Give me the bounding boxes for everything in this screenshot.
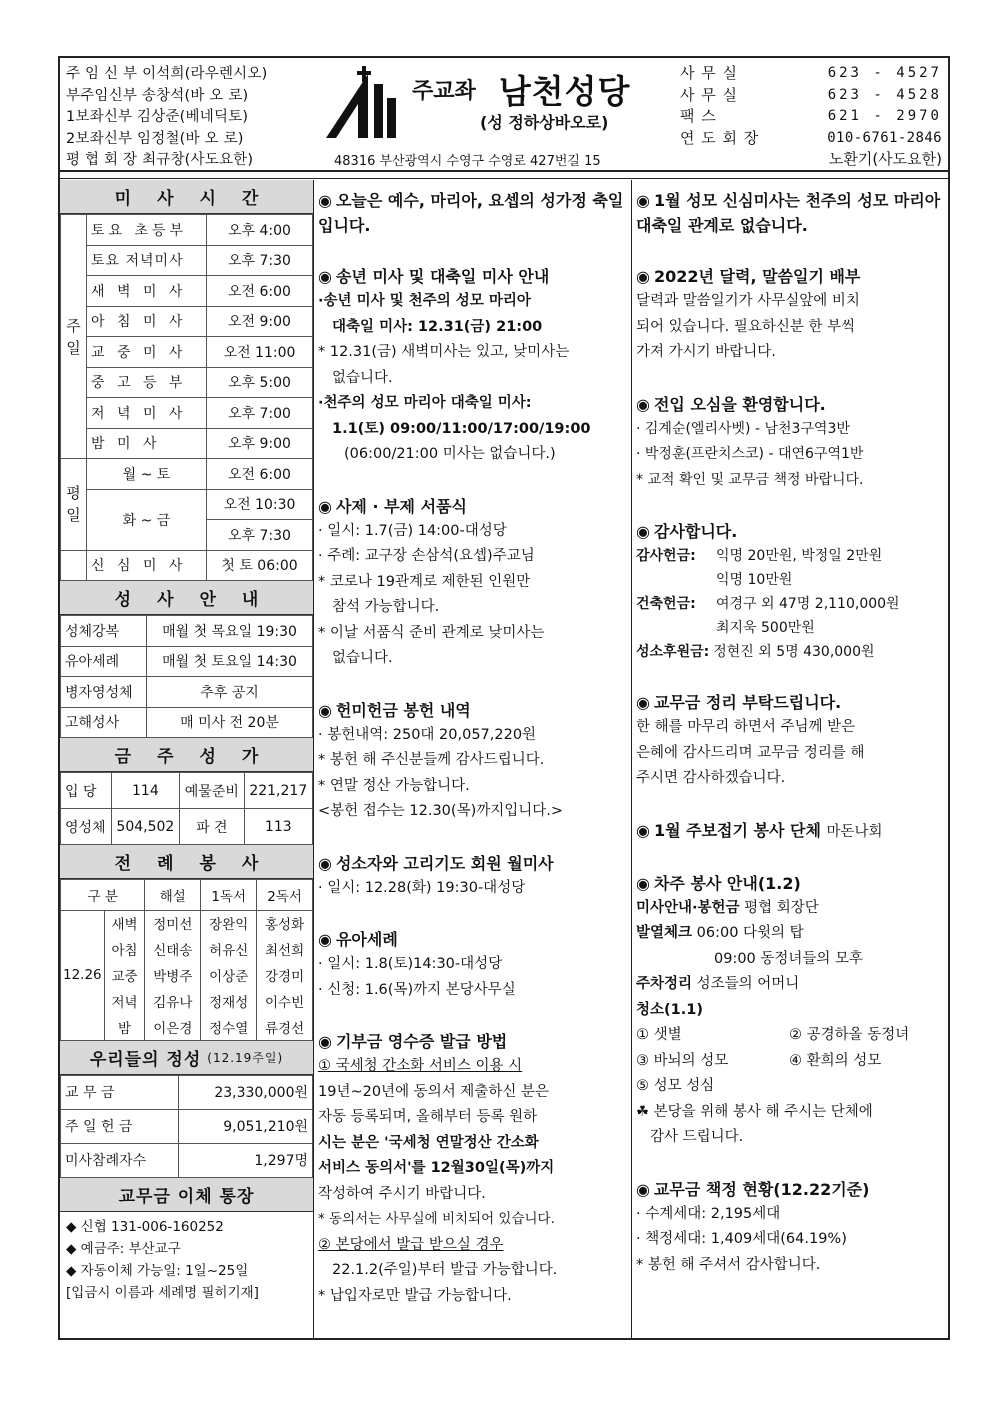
notice-heading	[318, 264, 625, 289]
commentator: 이은경	[145, 1014, 201, 1040]
sacrament-value: 매 미사 전 20분	[147, 707, 313, 738]
target-bullet-icon: ◉	[636, 522, 650, 541]
column-header: 구 분	[61, 880, 145, 911]
bulletin-frame	[58, 56, 950, 1340]
table-row	[61, 1143, 313, 1177]
contact-number: 010-6761-2846	[827, 129, 942, 146]
sacrament-name: 병자영성체	[61, 677, 147, 708]
notice-line: 달력과 말씀일기가 사무실앞에 비치	[636, 293, 860, 309]
table-row	[61, 367, 313, 398]
sacrament-value: 매월 첫 토요일 14:30	[147, 646, 313, 677]
target-bullet-icon: ◉	[636, 820, 650, 840]
notice-line: * 연말 정산 가능합니다.	[318, 777, 470, 794]
notice-line: 자동 등록되며, 올해부터 등록 원하	[318, 1109, 538, 1125]
notice-line: 참석 가능합니다.	[332, 599, 440, 615]
bank-line: ◆ 신협 131-006-160252	[66, 1218, 224, 1235]
church-name: 남천성당	[498, 72, 631, 111]
header-divider	[60, 178, 948, 179]
notice-line: 되어 있습니다. 필요하신분 한 부씩	[636, 318, 856, 335]
notice-title: 사제 · 부제 서품식	[335, 496, 467, 516]
notice-line: 1.1(토) 09:00/11:00/17:00/19:00	[332, 420, 591, 437]
liturgy-heading: 전례봉사	[60, 845, 313, 879]
sacrament-table	[60, 615, 313, 738]
thanks-value: 익명 20만원, 박정일 2만원	[716, 548, 883, 564]
notice-line: ① 국세청 간소화 서비스 이용 시	[318, 1058, 523, 1074]
stats-label: 파 견	[180, 809, 245, 845]
patron-subtitle: (성 정하상바오로)	[480, 113, 609, 132]
notice-line: * 동의서는 사무실에 비치되어 있습니다.	[318, 1211, 555, 1227]
target-bullet-icon: ◉	[318, 267, 332, 286]
notice-title: 1월 주보접기 봉사 단체	[653, 820, 821, 840]
notice-line: <봉헌 접수는 12.30(목)까지입니다.>	[318, 803, 564, 819]
notice-line: · 일시: 12.28(화) 19:30-대성당	[318, 879, 526, 896]
contact-row	[680, 85, 942, 107]
staff-line: 주 임 신 부 이석희(라우렌시오)	[66, 66, 268, 82]
bank-info	[60, 1212, 313, 1308]
table-row	[61, 245, 313, 276]
notice-title: 송년 미사 및 대축일 미사 안내	[335, 267, 550, 286]
notice-line: * 12.31(금) 새벽미사는 있고, 낮미사는	[318, 344, 570, 360]
notice-line: · 주례: 교구장 손삼석(요셉)주교님	[318, 548, 535, 564]
contact-label: 사 무 실	[680, 85, 739, 104]
notice-line: · 봉헌내역: 250대 20,057,220원	[318, 726, 537, 743]
notice-heading	[636, 392, 942, 417]
notice-line: 시는 분은 '국세청 연말정산 간소화	[318, 1134, 539, 1151]
notice-heading	[318, 698, 625, 723]
duty-value: 06:00 다윗의 탑	[696, 925, 804, 941]
contact-row	[680, 63, 942, 85]
service-slot: 새벽	[104, 910, 145, 936]
sacrament-name: 성체강복	[61, 616, 147, 647]
target-bullet-icon: ◉	[636, 873, 650, 893]
bank-heading: 교무금 이체 통장	[60, 1178, 313, 1212]
cleaning-group: ④ 환희의 성모	[789, 1052, 882, 1069]
thanks-row	[636, 592, 942, 640]
church-address: 48316 부산광역시 수영구 수영로 427번길 15	[334, 154, 601, 169]
stats-value: 221,217	[244, 773, 312, 809]
notice-line: ☘ 본당을 위해 봉사 해 주시는 단체에	[636, 1103, 873, 1120]
second-reader: 홍성화	[257, 910, 313, 936]
stats-heading: 금주성가	[60, 738, 313, 772]
notice-line: 주시면 감사하겠습니다.	[636, 770, 786, 786]
contact-label: 연 도 회 장	[680, 128, 760, 147]
notice-heading	[318, 851, 625, 876]
notice-line: 없습니다.	[332, 369, 393, 386]
cleaning-groups	[636, 1023, 942, 1049]
target-bullet-icon: ◉	[318, 700, 332, 720]
mass-time: 오후 4:00	[207, 215, 313, 246]
notice-line: * 이날 서품식 준비 관계로 낮미사는	[318, 624, 545, 641]
cleaning-group: ② 공경하올 동정녀	[789, 1027, 910, 1043]
mass-time: 오전 11:00	[207, 337, 313, 368]
thanks-label: 성소후원금:	[636, 644, 710, 660]
duty-value: 성조들의 어머니	[696, 976, 800, 992]
thanks-label: 건축헌금:	[636, 596, 696, 612]
thanks-values	[716, 592, 900, 640]
bulletin-header	[60, 58, 948, 172]
service-slot: 교중	[104, 962, 145, 988]
table-row	[61, 215, 313, 246]
mass-name: 새 벽 미 사	[87, 276, 207, 307]
mass-name: 중 고 등 부	[87, 367, 207, 398]
notice-title: 교무금 정리 부탁드립니다.	[653, 693, 842, 712]
notice-heading	[318, 1029, 625, 1054]
cleaning-group: ⑤ 성모 성심	[636, 1078, 715, 1094]
first-reader: 장완익	[201, 910, 257, 936]
sacrament-value: 매월 첫 목요일 19:30	[147, 616, 313, 647]
target-bullet-icon: ◉	[636, 693, 650, 712]
target-bullet-icon: ◉	[318, 853, 332, 873]
mass-name: 토요 초등부	[87, 215, 207, 246]
notice-title: 2022년 달력, 말씀일기 배부	[653, 267, 861, 286]
weekday-label	[61, 459, 87, 551]
mass-time: 오후 5:00	[207, 367, 313, 398]
notice-line: 19년~20년에 동의서 제출하신 분은	[318, 1083, 549, 1100]
table-row	[61, 550, 313, 581]
notice-heading	[636, 264, 942, 289]
target-bullet-icon: ◉	[636, 394, 650, 414]
notice-line: · 수계세대: 2,195세대	[636, 1205, 781, 1222]
mass-name: 월 ~ 토	[87, 459, 207, 490]
table-row	[61, 398, 313, 429]
staff-line: 부주임신부 송창석(바 오 로)	[66, 87, 249, 104]
target-bullet-icon: ◉	[318, 191, 332, 210]
contact-row	[680, 106, 942, 128]
stats-value: 114	[111, 773, 179, 809]
contact-number: 623 - 4527	[827, 65, 942, 81]
mass-name: 신 심 미 사	[87, 550, 207, 581]
target-bullet-icon: ◉	[636, 191, 650, 210]
cleaning-groups	[636, 1049, 942, 1075]
target-bullet-icon: ◉	[318, 930, 332, 949]
notice-line: 가져 가시기 바랍니다.	[636, 344, 776, 360]
stats-label: 입 당	[61, 773, 112, 809]
commentator: 신태송	[145, 936, 201, 962]
target-bullet-icon: ◉	[636, 267, 650, 286]
notice-line: · 박정훈(프란치스코) - 대연6구역1반	[636, 446, 864, 462]
blank-cell	[61, 550, 87, 581]
table-row	[61, 646, 313, 677]
first-reader: 정재성	[201, 988, 257, 1014]
staff-list	[66, 64, 267, 172]
table-row	[61, 616, 313, 647]
staff-line: 평 협 회 장 최규창(사도요한)	[66, 152, 254, 168]
notice-value: 마돈나회	[826, 823, 883, 840]
left-column	[60, 180, 314, 1338]
notice-line: · 김계순(엘리사벳) - 남천3구역3반	[636, 420, 850, 437]
sacrament-heading: 성사안내	[60, 581, 313, 615]
notice-line: 은혜에 감사드리며 교무금 정리를 해	[636, 744, 865, 761]
notice-line: * 교적 확인 및 교무금 책정 바랍니다.	[636, 471, 864, 488]
notice-line: 22.1.2(주일)부터 발급 가능합니다.	[332, 1262, 558, 1278]
notice-line: * 납입자로만 발급 가능합니다.	[318, 1287, 512, 1304]
notice-title: 유아세례	[335, 930, 398, 949]
bank-line: ◆ 자동이체 가능일: 1일~25일	[66, 1262, 249, 1279]
mass-name: 화 ~ 금	[87, 489, 207, 550]
notice-line: 작성하여 주시기 바랍니다.	[318, 1185, 486, 1202]
table-row	[61, 773, 313, 809]
contact-label: 사 무 실	[680, 64, 739, 82]
notice-line: (06:00/21:00 미사는 없습니다.)	[344, 446, 556, 462]
sacrament-name: 유아세례	[61, 646, 147, 677]
service-slot: 밤	[104, 1014, 145, 1040]
first-reader: 이상준	[201, 962, 257, 988]
table-row	[61, 1109, 313, 1143]
notice-line: * 봉헌 해 주셔서 감사합니다.	[636, 1256, 821, 1273]
staff-line: 2보좌신부 임정철(바 오 로)	[66, 130, 244, 147]
notice-line: · 신청: 1.6(목)까지 본당사무실	[318, 981, 516, 998]
thanks-row	[636, 640, 942, 664]
weekday-label-text: 평일	[66, 484, 81, 525]
notice-title: 전입 오심을 환영합니다.	[653, 394, 826, 414]
notice-line: 없습니다.	[332, 650, 393, 666]
commentator: 박병주	[145, 962, 201, 988]
notice-line: 09:00 동정녀들의 모후	[714, 950, 864, 967]
stats-label: 영성체	[61, 809, 112, 845]
church-logo-icon	[322, 64, 404, 142]
table-row	[61, 880, 313, 911]
notice-line: ·송년 미사 및 천주의 성모 마리아	[318, 293, 531, 309]
stats-label: 예물준비	[180, 773, 245, 809]
first-reader: 정수열	[201, 1014, 257, 1040]
thanks-value: 여경구 외 47명 2,110,000원	[716, 596, 900, 612]
mass-times-table	[60, 214, 313, 581]
notice-heading	[636, 690, 942, 715]
duty-label: 발열체크	[636, 925, 693, 941]
notice-line: 감사 드립니다.	[650, 1129, 744, 1145]
stats-value: 113	[244, 809, 312, 845]
liturgy-table	[60, 879, 313, 1041]
contact-list	[680, 63, 942, 171]
notice-heading	[318, 927, 625, 952]
duty-label: 청소(1.1)	[636, 1001, 703, 1018]
notice-line	[636, 972, 942, 998]
notice-title: 감사합니다.	[653, 522, 738, 541]
notice-line: 대축일 미사: 12.31(금) 21:00	[332, 318, 543, 335]
notice-line: * 코로나 19관계로 제한된 인원만	[318, 573, 531, 590]
duty-label: 미사안내·봉헌금	[636, 899, 740, 916]
contact-number: 621 - 2970	[827, 108, 942, 124]
right-column	[632, 180, 948, 1338]
thanks-value: 정현진 외 5명 430,000원	[713, 644, 875, 660]
column-header: 1독서	[201, 880, 257, 911]
table-row	[61, 306, 313, 337]
mass-time: 첫 토 06:00	[207, 550, 313, 581]
mass-time: 오후 9:00	[207, 428, 313, 459]
offering-title: 우리들의 정성	[89, 1049, 202, 1070]
mass-name: 밤 미 사	[87, 428, 207, 459]
notice-title: 차주 봉사 안내(1.2)	[653, 873, 801, 893]
contact-number: 623 - 4528	[827, 86, 942, 103]
table-row	[61, 489, 313, 520]
contact-name: 노환기(사도요한)	[828, 150, 942, 168]
notice-line: * 봉헌 해 주신분들께 감사드립니다.	[318, 752, 545, 768]
bank-line: ◆ 예금주: 부산교구	[66, 1240, 181, 1257]
cleaning-group: ① 샛별	[636, 1027, 682, 1043]
offering-name: 주 일 헌 금	[61, 1109, 179, 1143]
mass-name: 저 녁 미 사	[87, 398, 207, 429]
offering-heading	[60, 1041, 313, 1075]
table-row	[61, 809, 313, 845]
contact-row	[680, 128, 942, 150]
first-reader: 허유신	[201, 936, 257, 962]
second-reader: 최선희	[257, 936, 313, 962]
duty-label: 주차정리	[636, 976, 693, 992]
mass-time: 오전 10:30	[207, 489, 313, 520]
offering-value: 23,330,000원	[179, 1075, 313, 1109]
thanks-value: 최지욱 500만원	[716, 620, 815, 636]
mass-time: 오후 7:00	[207, 398, 313, 429]
notice-heading	[318, 494, 625, 519]
offering-value: 9,051,210원	[179, 1109, 313, 1143]
mass-time: 오후 7:30	[207, 520, 313, 551]
table-row	[61, 459, 313, 490]
thanks-row	[636, 544, 942, 592]
table-row	[61, 1075, 313, 1109]
target-bullet-icon: ◉	[636, 1179, 650, 1199]
commentator: 정미선	[145, 910, 201, 936]
offering-name: 교 무 금	[61, 1075, 179, 1109]
notice-line: · 책정세대: 1,409세대(64.19%)	[636, 1231, 847, 1247]
service-slot: 아침	[104, 936, 145, 962]
mass-time: 오전 9:00	[207, 306, 313, 337]
notice-text: 1월 성모 신심미사는 천주의 성모 마리아 대축일 관계로 없습니다.	[636, 191, 941, 235]
notice-heading	[636, 871, 942, 896]
notice-line: 한 해를 마무리 하면서 주님께 받은	[636, 719, 856, 735]
offering-name: 미사참례자수	[61, 1143, 179, 1177]
notice-heading	[636, 519, 942, 544]
notice-line: 서비스 동의서'를 12월30일(목)까지	[318, 1160, 555, 1176]
notice-line	[636, 896, 942, 922]
mass-times-heading: 미사시간	[60, 180, 313, 214]
stats-table	[60, 772, 313, 845]
second-reader: 류경선	[257, 1014, 313, 1040]
sacrament-value: 추후 공지	[147, 677, 313, 708]
notice-list	[314, 180, 631, 1309]
mass-time: 오후 7:30	[207, 245, 313, 276]
notice-line: · 일시: 1.7(금) 14:00-대성당	[318, 522, 507, 539]
contact-label: 팩 스	[680, 107, 717, 125]
second-reader: 이수빈	[257, 988, 313, 1014]
notice-text: 오늘은 예수, 마리아, 요셉의 성가정 축일입니다.	[318, 191, 624, 235]
notice-line: · 일시: 1.8(토)14:30-대성당	[318, 956, 503, 972]
mass-time: 오전 6:00	[207, 276, 313, 307]
target-bullet-icon: ◉	[318, 1032, 332, 1051]
column-header: 해설	[145, 880, 201, 911]
notice-title: 헌미헌금 봉헌 내역	[335, 700, 471, 720]
mass-name: 교 중 미 사	[87, 337, 207, 368]
column-header: 2독서	[257, 880, 313, 911]
notice-heading	[636, 188, 942, 238]
mass-time: 오전 6:00	[207, 459, 313, 490]
notice-line	[636, 921, 942, 947]
second-reader: 강경미	[257, 962, 313, 988]
notice-line: ② 본당에서 발급 받으실 경우	[318, 1236, 504, 1253]
staff-line: 1보좌신부 김상준(베네딕토)	[66, 109, 249, 125]
table-row	[61, 910, 313, 936]
notice-heading	[318, 188, 625, 238]
cleaning-group: ③ 바뇌의 성모	[636, 1052, 729, 1069]
duty-value: 평협 회장단	[744, 899, 819, 916]
notice-heading	[636, 818, 942, 845]
table-row	[61, 276, 313, 307]
notice-heading	[636, 1177, 942, 1202]
thanks-label: 감사헌금:	[636, 548, 696, 564]
middle-column	[314, 180, 632, 1338]
target-bullet-icon: ◉	[318, 496, 332, 516]
mass-name: 아 침 미 사	[87, 306, 207, 337]
sunday-label-text: 주일	[66, 316, 81, 357]
notice-line: ·천주의 성모 마리아 대축일 미사:	[318, 395, 532, 411]
church-title	[412, 66, 630, 113]
service-slot: 저녁	[104, 988, 145, 1014]
table-row	[61, 707, 313, 738]
service-date: 12.26	[61, 910, 105, 1040]
table-row	[61, 428, 313, 459]
stats-value: 504,502	[111, 809, 179, 845]
table-row	[61, 677, 313, 708]
notice-title: 기부금 영수증 발급 방법	[335, 1032, 508, 1051]
thanks-values	[716, 544, 882, 592]
mass-name: 토요 저녁미사	[87, 245, 207, 276]
offering-date: (12.19주일)	[207, 1050, 284, 1065]
table-row	[61, 337, 313, 368]
sunday-label	[61, 215, 87, 459]
offering-table	[60, 1075, 313, 1178]
notice-title: 교무금 책정 현황(12.22기준)	[653, 1179, 870, 1199]
title-prefix: 주교좌	[412, 79, 476, 104]
bank-note: [입금시 이름과 세례명 필히기재]	[66, 1284, 259, 1301]
offering-value: 1,297명	[179, 1143, 313, 1177]
thanks-value: 익명 10만원	[716, 572, 793, 588]
sacrament-name: 고해성사	[61, 707, 147, 738]
notice-title: 성소자와 고리기도 회원 월미사	[335, 853, 554, 873]
notice-list	[632, 180, 948, 1278]
commentator: 김유나	[145, 988, 201, 1014]
